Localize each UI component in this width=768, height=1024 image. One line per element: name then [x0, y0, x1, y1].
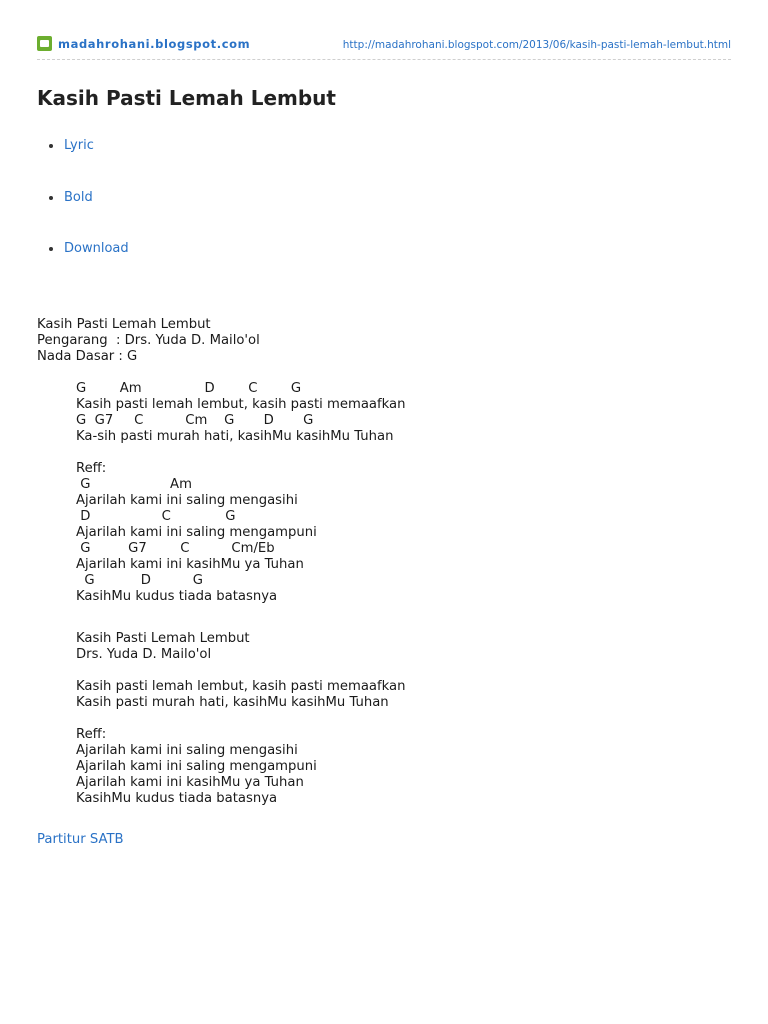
lyric-author: Drs. Yuda D. Mailo'ol: [76, 647, 212, 662]
lyric-line: Ka-sih pasti murah hati, kasihMu kasihMu Tuhan: [76, 429, 394, 444]
lyric-line: Ajarilah kami ini saling mengasihi: [76, 743, 298, 758]
reff-label: Reff:: [76, 727, 107, 742]
chord-line: G Am: [76, 477, 192, 492]
lyric-line: Ajarilah kami ini saling mengampuni: [76, 525, 317, 540]
satb-section: [37, 832, 124, 848]
reff-label: Reff:: [76, 461, 107, 476]
composer-line: Pengarang : Drs. Yuda D. Mailo'ol: [37, 333, 260, 348]
chord-line: G G7 C Cm/Eb: [76, 541, 275, 556]
chord-line: G Am D C G: [76, 381, 302, 396]
chord-line: D C G: [76, 509, 236, 524]
lyric-line: Kasih pasti lemah lembut, kasih pasti memaafkan: [76, 397, 406, 412]
site-brand[interactable]: [37, 36, 250, 51]
chord-line: G D G: [76, 573, 204, 588]
song-content: [37, 317, 727, 807]
nav-list: [37, 136, 129, 291]
page-header: [37, 33, 731, 60]
lyric-link[interactable]: Lyric: [64, 138, 94, 153]
site-name[interactable]: madahrohani.blogspot.com: [58, 36, 251, 51]
lyric-line: Ajarilah kami ini saling mengampuni: [76, 759, 317, 774]
lyric-title: Kasih Pasti Lemah Lembut: [76, 631, 250, 646]
page-url-link[interactable]: http://madahrohani.blogspot.com/2013/06/kasih-pasti-lemah-lembut.html: [342, 39, 731, 51]
chord-line: G G7 C Cm G D G: [76, 413, 314, 428]
page-title: Kasih Pasti Lemah Lembut: [37, 86, 336, 110]
lyric-line: Ajarilah kami ini kasihMu ya Tuhan: [76, 557, 304, 572]
lyric-line: Kasih pasti murah hati, kasihMu kasihMu Tuhan: [76, 695, 389, 710]
lyric-line: Kasih pasti lemah lembut, kasih pasti memaafkan: [76, 679, 406, 694]
key-line: Nada Dasar : G: [37, 349, 138, 364]
bold-link[interactable]: Bold: [64, 189, 93, 205]
lyric-line: KasihMu kudus tiada batasnya: [76, 791, 278, 806]
blogger-icon: [37, 36, 52, 51]
partitur-satb-link[interactable]: Partitur SATB: [37, 832, 124, 847]
plain-lyric: [37, 631, 727, 807]
nav-item-bold: [37, 188, 129, 240]
chord-verse: [37, 381, 727, 605]
song-title-line: Kasih Pasti Lemah Lembut: [37, 317, 211, 332]
lyric-line: KasihMu kudus tiada batasnya: [76, 589, 278, 604]
download-link[interactable]: Download: [64, 241, 129, 256]
nav-item-lyric: [37, 136, 129, 188]
lyric-line: Ajarilah kami ini kasihMu ya Tuhan: [76, 775, 304, 790]
lyric-line: Ajarilah kami ini saling mengasihi: [76, 493, 298, 508]
nav-item-download: [37, 239, 129, 291]
